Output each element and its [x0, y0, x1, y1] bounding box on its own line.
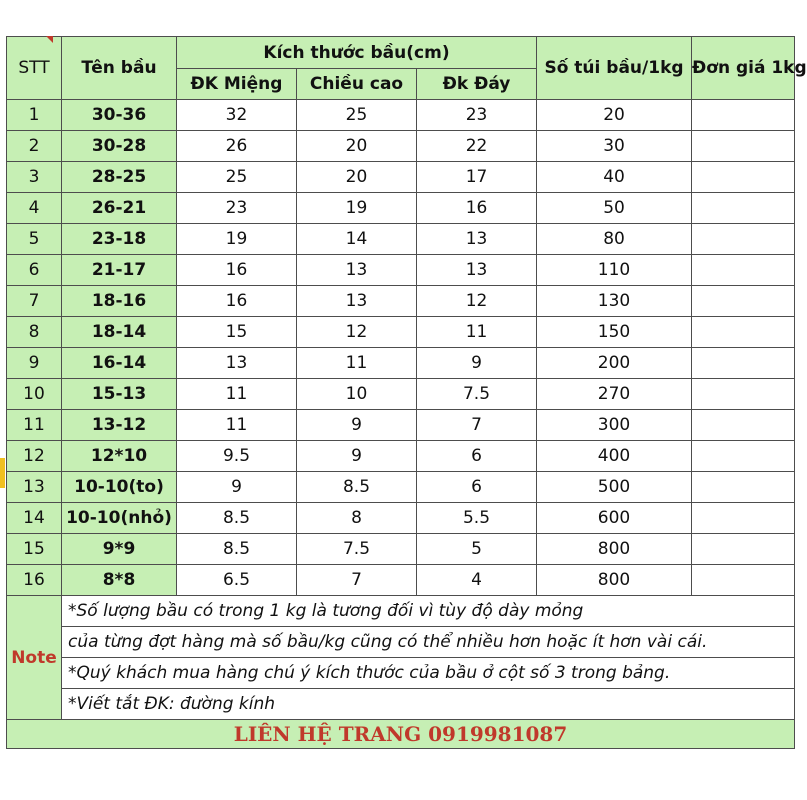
- row-stt[interactable]: 2: [7, 131, 62, 162]
- row-unit-price[interactable]: [692, 162, 795, 193]
- row-height[interactable]: 13: [297, 255, 417, 286]
- header-height[interactable]: Chiều cao: [297, 69, 417, 100]
- row-bags-per-kg[interactable]: 800: [537, 565, 692, 596]
- row-unit-price[interactable]: [692, 348, 795, 379]
- table-row: [7, 100, 795, 131]
- header-unit-price[interactable]: Đơn giá 1kg: [692, 37, 795, 100]
- row-height[interactable]: 7: [297, 565, 417, 596]
- row-mouth[interactable]: 16: [177, 286, 297, 317]
- header-bags-per-kg[interactable]: Số túi bầu/1kg: [537, 37, 692, 100]
- note-row: [7, 658, 795, 689]
- row-name[interactable]: 26-21: [62, 193, 177, 224]
- header-mouth[interactable]: ĐK Miệng: [177, 69, 297, 100]
- row-selection-marker: [0, 458, 5, 488]
- row-name[interactable]: 23-18: [62, 224, 177, 255]
- note-line-3[interactable]: *Quý khách mua hàng chú ý kích thước của bầu ở cột số 3 trong bảng.: [62, 658, 795, 689]
- table-row: [7, 441, 795, 472]
- row-bags-per-kg[interactable]: 110: [537, 255, 692, 286]
- row-bottom[interactable]: 23: [417, 100, 537, 131]
- note-line-4[interactable]: *Viết tắt ĐK: đường kính: [62, 689, 795, 720]
- row-bags-per-kg[interactable]: 20: [537, 100, 692, 131]
- row-bags-per-kg[interactable]: 600: [537, 503, 692, 534]
- table-row: [7, 286, 795, 317]
- row-stt[interactable]: 3: [7, 162, 62, 193]
- table-row: [7, 534, 795, 565]
- spreadsheet: [6, 36, 807, 749]
- note-row: [7, 627, 795, 658]
- row-bags-per-kg[interactable]: 130: [537, 286, 692, 317]
- price-table: [6, 36, 807, 749]
- table-body: [7, 100, 795, 596]
- row-bottom[interactable]: 16: [417, 193, 537, 224]
- row-bottom[interactable]: 6: [417, 441, 537, 472]
- row-height[interactable]: 13: [297, 286, 417, 317]
- contact-row: [7, 720, 795, 749]
- row-name[interactable]: 8*8: [62, 565, 177, 596]
- row-unit-price[interactable]: [692, 100, 795, 131]
- row-bags-per-kg[interactable]: 200: [537, 348, 692, 379]
- row-bottom[interactable]: 13: [417, 255, 537, 286]
- row-unit-price[interactable]: [692, 441, 795, 472]
- row-bags-per-kg[interactable]: 500: [537, 472, 692, 503]
- row-name[interactable]: 28-25: [62, 162, 177, 193]
- row-bottom[interactable]: 22: [417, 131, 537, 162]
- table-row: [7, 472, 795, 503]
- note-row: [7, 596, 795, 627]
- row-name[interactable]: 30-28: [62, 131, 177, 162]
- row-stt[interactable]: 10: [7, 379, 62, 410]
- row-bottom[interactable]: 13: [417, 224, 537, 255]
- note-line-2[interactable]: của từng đợt hàng mà số bầu/kg cũng có thể nhiều hơn hoặc ít hơn vài cái.: [62, 627, 795, 658]
- note-label[interactable]: Note: [7, 596, 62, 720]
- table-row: [7, 193, 795, 224]
- row-stt[interactable]: 7: [7, 286, 62, 317]
- row-mouth[interactable]: 32: [177, 100, 297, 131]
- row-mouth[interactable]: 8.5: [177, 534, 297, 565]
- row-name[interactable]: 18-14: [62, 317, 177, 348]
- row-stt[interactable]: 1: [7, 100, 62, 131]
- row-bags-per-kg[interactable]: 300: [537, 410, 692, 441]
- note-section: [7, 596, 795, 749]
- row-bottom[interactable]: 7: [417, 410, 537, 441]
- row-stt[interactable]: 16: [7, 565, 62, 596]
- table-row: [7, 503, 795, 534]
- row-name[interactable]: 18-16: [62, 286, 177, 317]
- row-name[interactable]: 9*9: [62, 534, 177, 565]
- table-row: [7, 410, 795, 441]
- row-height[interactable]: 20: [297, 131, 417, 162]
- note-row: [7, 689, 795, 720]
- row-height[interactable]: 11: [297, 348, 417, 379]
- header-stt[interactable]: STT: [7, 37, 62, 100]
- row-stt[interactable]: 11: [7, 410, 62, 441]
- row-unit-price[interactable]: [692, 286, 795, 317]
- row-stt[interactable]: 12: [7, 441, 62, 472]
- contact-banner[interactable]: LIÊN HỆ TRANG 0919981087: [7, 720, 795, 749]
- row-stt[interactable]: 13: [7, 472, 62, 503]
- row-name[interactable]: 21-17: [62, 255, 177, 286]
- row-height[interactable]: 19: [297, 193, 417, 224]
- row-bags-per-kg[interactable]: 270: [537, 379, 692, 410]
- row-bottom[interactable]: 12: [417, 286, 537, 317]
- row-mouth[interactable]: 23: [177, 193, 297, 224]
- row-mouth[interactable]: 9: [177, 472, 297, 503]
- row-bottom[interactable]: 6: [417, 472, 537, 503]
- row-stt[interactable]: 6: [7, 255, 62, 286]
- row-bottom[interactable]: 4: [417, 565, 537, 596]
- row-mouth[interactable]: 11: [177, 410, 297, 441]
- row-name[interactable]: 16-14: [62, 348, 177, 379]
- row-unit-price[interactable]: [692, 472, 795, 503]
- row-height[interactable]: 8.5: [297, 472, 417, 503]
- row-name[interactable]: 13-12: [62, 410, 177, 441]
- row-height[interactable]: 12: [297, 317, 417, 348]
- table-row: [7, 162, 795, 193]
- row-height[interactable]: 14: [297, 224, 417, 255]
- table-row: [7, 348, 795, 379]
- row-name[interactable]: 10-10(to): [62, 472, 177, 503]
- row-bags-per-kg[interactable]: 40: [537, 162, 692, 193]
- row-stt[interactable]: 5: [7, 224, 62, 255]
- row-bottom[interactable]: 17: [417, 162, 537, 193]
- row-bags-per-kg[interactable]: 800: [537, 534, 692, 565]
- table-row: [7, 224, 795, 255]
- row-mouth[interactable]: 25: [177, 162, 297, 193]
- header-bottom[interactable]: Đk Đáy: [417, 69, 537, 100]
- row-unit-price[interactable]: [692, 224, 795, 255]
- row-bottom[interactable]: 7.5: [417, 379, 537, 410]
- row-bottom[interactable]: 5.5: [417, 503, 537, 534]
- row-height[interactable]: 9: [297, 441, 417, 472]
- row-mouth[interactable]: 6.5: [177, 565, 297, 596]
- row-stt[interactable]: 15: [7, 534, 62, 565]
- row-height[interactable]: 8: [297, 503, 417, 534]
- note-line-1[interactable]: *Số lượng bầu có trong 1 kg là tương đối vì tùy độ dày mỏng: [62, 596, 795, 627]
- row-height[interactable]: 10: [297, 379, 417, 410]
- table-row: [7, 565, 795, 596]
- table-row: [7, 255, 795, 286]
- row-mouth[interactable]: 13: [177, 348, 297, 379]
- row-unit-price[interactable]: [692, 317, 795, 348]
- table-row: [7, 131, 795, 162]
- row-unit-price[interactable]: [692, 503, 795, 534]
- row-bags-per-kg[interactable]: 50: [537, 193, 692, 224]
- row-unit-price[interactable]: [692, 534, 795, 565]
- row-mouth[interactable]: 9.5: [177, 441, 297, 472]
- table-row: [7, 379, 795, 410]
- row-unit-price[interactable]: [692, 410, 795, 441]
- row-name[interactable]: 15-13: [62, 379, 177, 410]
- row-mouth[interactable]: 19: [177, 224, 297, 255]
- header-size-group[interactable]: Kích thước bầu(cm): [177, 37, 537, 69]
- comment-indicator-icon: [46, 36, 53, 43]
- header-name[interactable]: Tên bầu: [62, 37, 177, 100]
- row-mouth[interactable]: 16: [177, 255, 297, 286]
- row-bags-per-kg[interactable]: 150: [537, 317, 692, 348]
- row-unit-price[interactable]: [692, 131, 795, 162]
- row-name[interactable]: 10-10(nhỏ): [62, 503, 177, 534]
- row-mouth[interactable]: 26: [177, 131, 297, 162]
- row-stt[interactable]: 4: [7, 193, 62, 224]
- row-stt[interactable]: 8: [7, 317, 62, 348]
- header-row-1: [7, 37, 795, 69]
- row-bags-per-kg[interactable]: 80: [537, 224, 692, 255]
- row-bags-per-kg[interactable]: 30: [537, 131, 692, 162]
- row-bottom[interactable]: 5: [417, 534, 537, 565]
- row-unit-price[interactable]: [692, 193, 795, 224]
- row-stt[interactable]: 9: [7, 348, 62, 379]
- row-unit-price[interactable]: [692, 255, 795, 286]
- row-height[interactable]: 9: [297, 410, 417, 441]
- row-height[interactable]: 20: [297, 162, 417, 193]
- row-unit-price[interactable]: [692, 565, 795, 596]
- row-height[interactable]: 7.5: [297, 534, 417, 565]
- row-stt[interactable]: 14: [7, 503, 62, 534]
- row-mouth[interactable]: 8.5: [177, 503, 297, 534]
- row-unit-price[interactable]: [692, 379, 795, 410]
- row-mouth[interactable]: 15: [177, 317, 297, 348]
- row-mouth[interactable]: 11: [177, 379, 297, 410]
- row-name[interactable]: 12*10: [62, 441, 177, 472]
- row-name[interactable]: 30-36: [62, 100, 177, 131]
- row-bottom[interactable]: 9: [417, 348, 537, 379]
- row-bags-per-kg[interactable]: 400: [537, 441, 692, 472]
- row-height[interactable]: 25: [297, 100, 417, 131]
- row-bottom[interactable]: 11: [417, 317, 537, 348]
- table-row: [7, 317, 795, 348]
